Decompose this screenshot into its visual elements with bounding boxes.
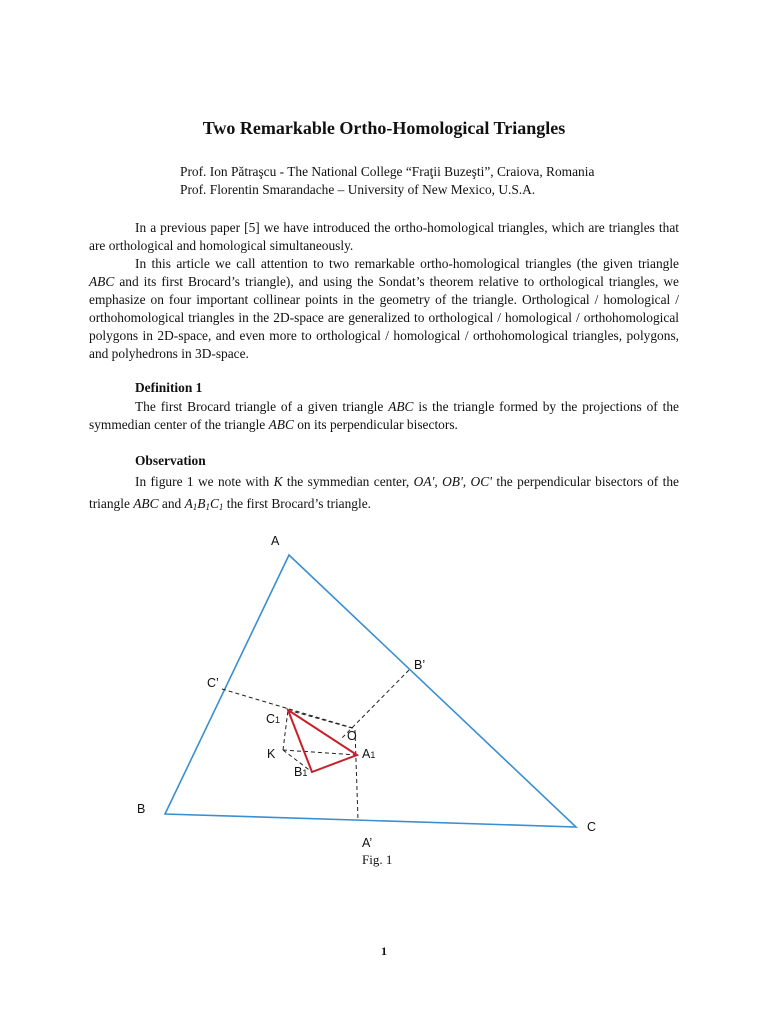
author-line-1: Prof. Ion Pătraşcu - The National College “Fraţii Buzeşti”, Craiova, Romania [180, 164, 595, 179]
label-b: B [137, 802, 146, 816]
label-k: K [267, 747, 276, 761]
label-c-prime: C’ [207, 676, 219, 690]
label-c1: C1 [266, 712, 281, 726]
page-title: Two Remarkable Ortho-Homological Triangles [202, 118, 566, 138]
bisector-oa-prime [355, 730, 358, 820]
label-a1: A1 [362, 747, 376, 761]
definition-text: The first Brocard triangle of a given triangle ABC is the triangle formed by the projections of the symmedian center of the triangle ABC on its perpendicular bisectors. [89, 399, 679, 432]
label-a: A [271, 534, 280, 548]
definition-heading: Definition 1 [135, 380, 203, 395]
label-c: C [587, 820, 597, 834]
observation-text: In figure 1 we note with K the symmedian center, OA', OB', OC' the perpendicular bisectors of the triangle ABC and $A_1B_1C_1$ the first Brocard’s triangle. [89, 474, 679, 512]
author-line-2: Prof. Florentin Smarandache – University of New Mexico, U.S.A. [180, 182, 536, 197]
label-b-prime: B’ [414, 658, 426, 672]
segment-k-a1 [283, 750, 357, 755]
segment-k-c1 [283, 710, 288, 750]
triangle-abc [165, 555, 576, 827]
label-b1: B1 [294, 765, 308, 779]
observation-heading: Observation [135, 453, 206, 468]
page-number: 1 [381, 944, 387, 958]
paragraph-article: In this article we call attention to two remarkable ortho-homological triangles (the given triangle ABC and its first Brocard’s triangle), and using the Sondat’s theorem relative to orthological triangles, we emphasize on four important collinear points in the geometry of the triangle. Orthological / homological / orthohomological triangles in the 2D-space are generalized to orthological / homological / orthohomological polygons in 2D-space, and even more to orthological / homological / orthohomological triangles, polygons, and polyhedrons in 3D-space. [89, 256, 679, 361]
label-o: O [347, 729, 357, 743]
figure-caption: Fig. 1 [362, 852, 393, 867]
segment-c1-o [288, 710, 352, 728]
label-a-prime: A’ [362, 836, 373, 850]
paragraph-intro: In a previous paper [5] we have introduced the ortho-homological triangles, which are triangles that are orthological and homological simultaneously. [89, 220, 679, 253]
